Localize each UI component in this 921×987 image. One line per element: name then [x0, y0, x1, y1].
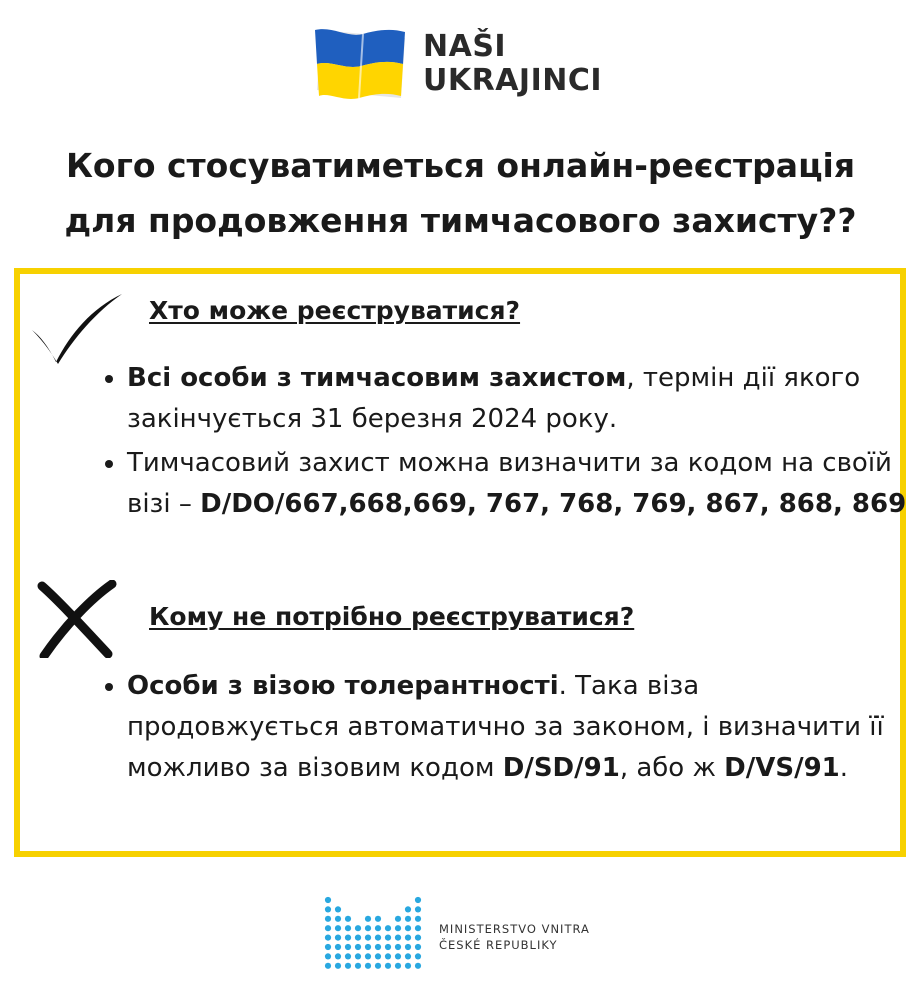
logo-dot: [395, 916, 401, 922]
logo-dot: [415, 953, 421, 959]
ministry-line2: ČESKÉ REPUBLIKY: [439, 938, 558, 952]
logo-dot: [375, 953, 381, 959]
ministry-logo: [323, 895, 623, 975]
logo-dot: [365, 916, 371, 922]
not-bullet1-code2: D/VS/91: [724, 753, 840, 783]
not-bullet1-text1: . Така віза продовжується автоматично за законом, і визначити її можливо за візовим кодом: [127, 671, 884, 783]
not-bullet1-bold: Особи з візою толерантності: [127, 671, 559, 701]
logo-dot: [355, 935, 361, 941]
logo-dot: [395, 925, 401, 931]
ministry-line1: MINISTERSTVO VNITRA: [439, 922, 590, 936]
not-bullet1-text3: .: [839, 753, 849, 783]
who-bullet2-text: Тимчасовий захист можна визначити за кодом на своїй візі –: [127, 448, 892, 519]
logo-dot: [335, 916, 341, 922]
title-line1: Кого стосуватиметься онлайн-реєстрація: [65, 146, 856, 185]
logo-dot: [375, 944, 381, 950]
logo-dot: [335, 906, 341, 912]
brand-name-line1: NAŠI: [423, 29, 507, 64]
logo-dot: [405, 944, 411, 950]
logo-dot: [325, 935, 331, 941]
logo-dot: [355, 963, 361, 969]
logo-dot: [335, 953, 341, 959]
logo-dot: [405, 935, 411, 941]
logo-dot: [365, 963, 371, 969]
logo-dot: [405, 963, 411, 969]
title-line2: для продовження тимчасового захисту??: [64, 201, 857, 240]
logo-dot: [335, 944, 341, 950]
logo-dot: [415, 935, 421, 941]
logo-dot: [405, 925, 411, 931]
logo-dot: [375, 925, 381, 931]
logo-dot: [345, 963, 351, 969]
ukraine-flag-icon: [313, 24, 409, 102]
logo-dot: [345, 944, 351, 950]
logo-dot: [345, 916, 351, 922]
logo-dot: [325, 916, 331, 922]
logo-dot: [415, 916, 421, 922]
logo-dot: [405, 916, 411, 922]
logo-dot: [335, 925, 341, 931]
logo-dot: [325, 925, 331, 931]
who-bullet1-rest: , термін дії якого закінчується 31 березня 2024 року.: [127, 363, 861, 434]
logo-dot: [385, 935, 391, 941]
logo-dot: [335, 935, 341, 941]
logo-dot: [395, 953, 401, 959]
ministry-dots-logo: [323, 895, 423, 971]
logo-dot: [385, 925, 391, 931]
logo-dot: [335, 963, 341, 969]
logo-dot: [415, 944, 421, 950]
logo-dot: [385, 963, 391, 969]
who-bullet1-bold: Всі особи з тимчасовим захистом: [127, 363, 627, 393]
logo-dot: [385, 944, 391, 950]
logo-dot: [375, 916, 381, 922]
logo-dot: [415, 906, 421, 912]
who-list: [100, 358, 907, 528]
logo-dot: [355, 925, 361, 931]
checkmark-icon: [26, 290, 126, 368]
logo-dot: [365, 935, 371, 941]
logo-dot: [345, 925, 351, 931]
not-bullet1-code1: D/SD/91: [502, 753, 620, 783]
logo-dot: [325, 897, 331, 903]
logo-dot: [325, 906, 331, 912]
page-title: [0, 138, 921, 248]
list-item: [127, 443, 907, 525]
logo-dot: [345, 935, 351, 941]
not-list: [100, 666, 907, 792]
brand-logo: [313, 24, 633, 104]
logo-dot: [395, 944, 401, 950]
who-bullet2-codes: D/DO/667,668,669, 767, 768, 769, 867, 868, 869: [200, 489, 907, 519]
logo-dot: [395, 963, 401, 969]
logo-dot: [355, 944, 361, 950]
logo-dot: [385, 953, 391, 959]
logo-dot: [365, 925, 371, 931]
logo-dot: [375, 963, 381, 969]
section-heading-who: Хто може реєструватися?: [149, 296, 521, 325]
logo-dot: [415, 925, 421, 931]
logo-dot: [415, 963, 421, 969]
logo-dot: [415, 897, 421, 903]
list-item: [127, 666, 907, 789]
logo-dot: [325, 944, 331, 950]
logo-dot: [405, 906, 411, 912]
logo-dot: [325, 963, 331, 969]
logo-dot: [375, 935, 381, 941]
cross-icon: [32, 580, 118, 658]
logo-dot: [325, 953, 331, 959]
logo-dot: [405, 953, 411, 959]
section-heading-not: Кому не потрібно реєструватися?: [149, 602, 635, 631]
list-item: [127, 358, 907, 440]
logo-dot: [345, 953, 351, 959]
logo-dot: [355, 953, 361, 959]
logo-dot: [365, 953, 371, 959]
not-bullet1-text2: , або ж: [619, 753, 725, 783]
brand-name-line2: UKRAJINCI: [423, 63, 603, 98]
logo-dot: [395, 935, 401, 941]
logo-dot: [365, 944, 371, 950]
